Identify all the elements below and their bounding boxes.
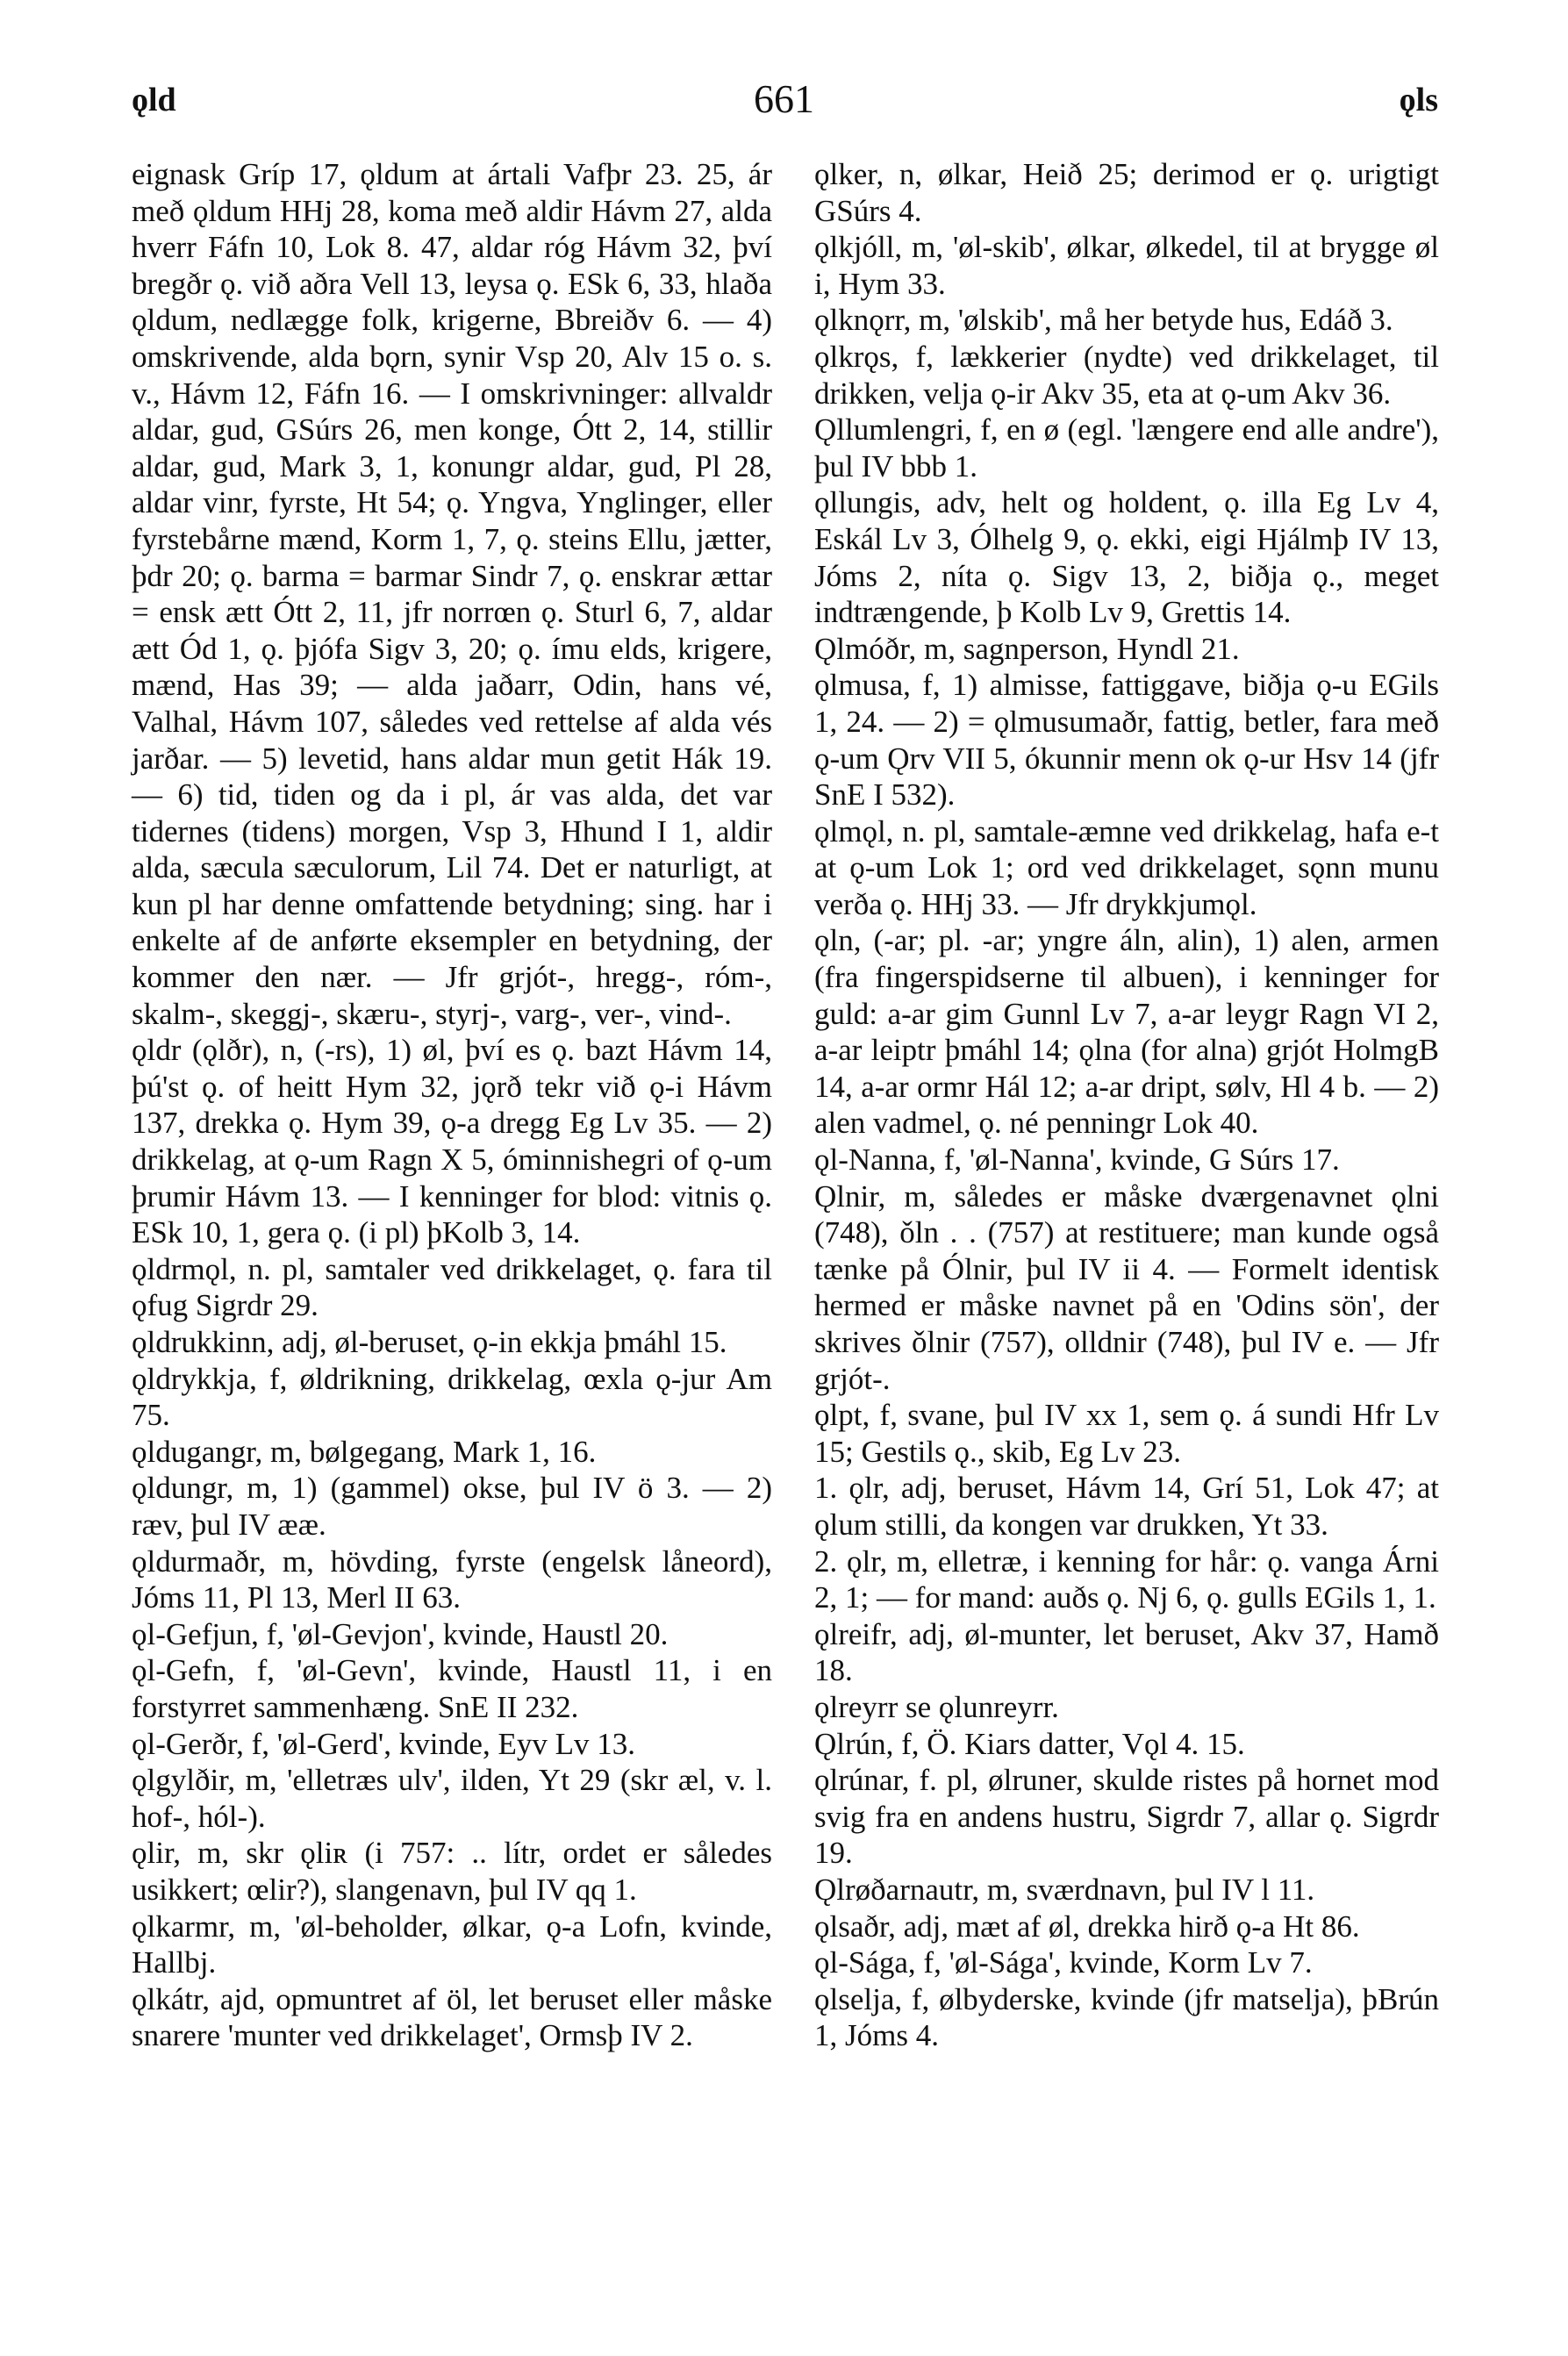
running-head-left: ǫld — [132, 82, 176, 118]
dictionary-entry: ǫlreifr, adj, øl-munter, let beruset, Akv 37, Hamð 18. — [814, 1616, 1439, 1688]
dictionary-entry: eignask Gríp 17, ǫldum at ártali Vafþr 23. 25, ár með ǫldum HHj 28, koma með aldir Hávm 27, alda hverr Fáfn 10, Lok 8. 47, aldar róg Hávm 32, því bregðr ǫ. við aðra Vell 13, leysa ǫ. ESk 6, 33, hlaða ǫldum, nedlægge folk, krigerne, Bbreiðv 6. — 4) omskrivende, alda bǫrn, synir Vsp 20, Alv 15 o. s. v., Hávm 12, Fáfn 16. — I omskrivninger: allvaldr aldar, gud, GSúrs 26, men konge, Ótt 2, 14, stillir aldar, gud, Mark 3, 1, konungr aldar, gud, Pl 28, aldar vinr, fyrste, Ht 54; ǫ. Yngva, Ynglinger, eller fyrstebårne mænd, Korm 1, 7, ǫ. steins Ellu, jætter, þdr 20; ǫ. barma = barmar Sindr 7, ǫ. enskrar ættar = ensk ætt Ótt 2, 11, jfr norrœn ǫ. Sturl 6, 7, aldar ætt Ód 1, ǫ. þjófa Sigv 3, 20; ǫ. ímu elds, krigere, mænd, Has 39; — alda jaðarr, Odin, hans vé, Valhal, Hávm 107, således ved rettelse af alda vés jarðar. — 5) levetid, hans aldar mun getit Hák 19. — 6) tid, tiden og da i pl, ár vas alda, det var tidernes (tidens) morgen, Vsp 3, Hhund I 1, aldir alda, sæcula sæculorum, Lil 74. Det er naturligt, at kun pl har denne omfattende betydning; sing. har i enkelte af de anførte eksempler en betydning, der kommer den nær. — Jfr grjót-, hregg-, róm-, skalm-, skeggj-, skæru-, styrj-, varg-, ver-, vind-. — [132, 157, 772, 1031]
dictionary-entry: ǫlkjóll, m, 'øl-skib', ølkar, ølkedel, til at brygge øl i, Hym 33. — [814, 230, 1439, 301]
dictionary-entry: ǫln, (-ar; pl. -ar; yngre áln, alin), 1) alen, armen (fra fingerspidserne til albuen), i kenninger for guld: a-ar gim Gunnl Lv 7, a-ar leygr Ragn VI 2, a-ar leiptr þmáhl 14; ǫlna (for alna) grjót HolmgB 14, a-ar ormr Hál 12; a-ar dript, sølv, Hl 4 b. — 2) alen vadmel, ǫ. né penningr Lok 40. — [814, 923, 1439, 1141]
dictionary-entry: ǫllungis, adv, helt og holdent, ǫ. illa Eg Lv 4, Eskál Lv 3, Ólhelg 9, ǫ. ekki, eigi Hjálmþ IV 13, Jóms 2, níta ǫ. Sigv 13, 2, biðja ǫ., meget indtrængende, þ Kolb Lv 9, Grettis 14. — [814, 485, 1439, 630]
dictionary-entry: ǫlselja, f, ølbyderske, kvinde (jfr matselja), þBrún 1, Jóms 4. — [814, 1981, 1439, 2053]
page-number: 661 — [754, 76, 814, 121]
dictionary-entry: Ǫllumlengri, f, en ø (egl. 'længere end alle andre'), þul IV bbb 1. — [814, 412, 1439, 483]
dictionary-entry: ǫlreyrr se ǫlunreyrr. — [814, 1689, 1059, 1724]
dictionary-entry: ǫlknǫrr, m, 'ølskib', må her betyde hus, Edáð 3. — [814, 303, 1393, 338]
dictionary-entry: ǫldugangr, m, bølgegang, Mark 1, 16. — [132, 1434, 597, 1469]
dictionary-entry: ǫlir, m, skr ǫliʀ (i 757: .. lítr, ordet er således usikkert; œlir?), slangenavn, þul IV qq 1. — [132, 1836, 772, 1907]
dictionary-entry: ǫldrmǫl, n. pl, samtaler ved drikkelaget, ǫ. fara til ǫfug Sigrdr 29. — [132, 1251, 772, 1323]
dictionary-entry: ǫldrykkja, f, øldrikning, drikkelag, œxla ǫ-jur Am 75. — [132, 1361, 772, 1433]
dictionary-entry: 1. ǫlr, adj, beruset, Hávm 14, Grí 51, Lok 47; at ǫlum stilli, da kongen var drukken, Yt 33. — [814, 1471, 1439, 1542]
dictionary-entry: ǫl-Gefn, f, 'øl-Gevn', kvinde, Haustl 11, i en forstyrret sammenhæng. SnE II 232. — [132, 1653, 772, 1724]
dictionary-entry: ǫlker, n, ølkar, Heið 25; derimod er ǫ. urigtigt GSúrs 4. — [814, 157, 1439, 228]
dictionary-entry: ǫl-Gerðr, f, 'øl-Gerd', kvinde, Eyv Lv 13. — [132, 1726, 635, 1761]
dictionary-entry: ǫlmusa, f, 1) almisse, fattiggave, biðja ǫ-u EGils 1, 24. — 2) = ǫlmusumaðr, fattig, betler, fara með ǫ-um Ǫrv VII 5, ókunnir menn ok ǫ-ur Hsv 14 (jfr SnE I 532). — [814, 668, 1439, 813]
dictionary-entry: Ǫlrún, f, Ö. Kiars datter, Vǫl 4. 15. — [814, 1726, 1245, 1761]
dictionary-entry: ǫldrukkinn, adj, øl-beruset, ǫ-in ekkja þmáhl 15. — [132, 1325, 727, 1359]
dictionary-entry: ǫl-Gefjun, f, 'øl-Gevjon', kvinde, Haustl 20. — [132, 1616, 669, 1651]
dictionary-entry: ǫlkátr, ajd, opmuntret af öl, let beruset eller måske snarere 'munter ved drikkelaget', Ormsþ IV 2. — [132, 1981, 772, 2053]
left-column — [132, 156, 772, 2054]
dictionary-entry: Ǫlrøðarnautr, m, sværdnavn, þul IV l 11. — [814, 1872, 1315, 1907]
dictionary-entry: ǫldurmaðr, m, hövding, fyrste (engelsk låneord), Jóms 11, Pl 13, Merl II 63. — [132, 1543, 772, 1615]
dictionary-entry: 2. ǫlr, m, elletræ, i kenning for hår: ǫ. vanga Árni 2, 1; — for mand: auðs ǫ. Nj 6, ǫ. gulls EGils 1, 1. — [814, 1543, 1439, 1615]
dictionary-entry: ǫlgylðir, m, 'elletræs ulv', ilden, Yt 29 (skr æl, v. l. hof-, hól-). — [132, 1763, 772, 1834]
dictionary-entry: ǫldr (ǫlðr), n, (-rs), 1) øl, því es ǫ. bazt Hávm 14, þú'st ǫ. of heitt Hym 32, jǫrð tekr við ǫ-i Hávm 137, drekka ǫ. Hym 39, ǫ-a dregg Eg Lv 35. — 2) drikkelag, at ǫ-um Ragn X 5, óminnishegri of ǫ-um þrumir Hávm 13. — I kenninger for blod: vitnis ǫ. ESk 10, 1, gera ǫ. (i pl) þKolb 3, 14. — [132, 1033, 772, 1250]
dictionary-entry: ǫlsaðr, adj, mæt af øl, drekka hirð ǫ-a Ht 86. — [814, 1908, 1360, 1944]
dictionary-entry: ǫldungr, m, 1) (gammel) okse, þul IV ö 3. — 2) ræv, þul IV ææ. — [132, 1471, 772, 1542]
dictionary-entry: ǫlrúnar, f. pl, ølruner, skulde ristes på hornet mod svig fra en andens hustru, Sigrdr 7, allar ǫ. Sigrdr 19. — [814, 1763, 1439, 1871]
dictionary-entry: ǫlmǫl, n. pl, samtale-æmne ved drikkelag, hafa e-t at ǫ-um Lok 1; ord ved drikkelaget, sǫnn munu verða ǫ. HHj 33. — Jfr drykkjumǫl. — [814, 813, 1439, 921]
running-head-right: ǫls — [1399, 82, 1438, 118]
dictionary-entry: ǫlkarmr, m, 'øl-beholder, ølkar, ǫ-a Lofn, kvinde, Hallbj. — [132, 1908, 772, 1980]
dictionary-entry: Ǫlmóðr, m, sagnperson, Hyndl 21. — [814, 631, 1240, 666]
right-column — [814, 156, 1439, 2054]
dictionary-entry: ǫl-Sága, f, 'øl-Sága', kvinde, Korm Lv 7. — [814, 1945, 1313, 1980]
dictionary-entry: ǫlpt, f, svane, þul IV xx 1, sem ǫ. á sundi Hfr Lv 15; Gestils ǫ., skib, Eg Lv 23. — [814, 1398, 1439, 1469]
dictionary-entry: ǫlkrǫs, f, lækkerier (nydte) ved drikkelaget, til drikken, velja ǫ-ir Akv 35, eta at ǫ-um Akv 36. — [814, 339, 1439, 411]
dictionary-entry: ǫl-Nanna, f, 'øl-Nanna', kvinde, G Súrs 17. — [814, 1142, 1340, 1178]
dictionary-entry: Ǫlnir, m, således er måske dværgenavnet ǫlni (748), ǒln . . (757) at restituere; man kunde også tænke på Ólnir, þul IV ii 4. — Formelt identisk hermed er måske navnet på en 'Odins sön', der skrives ǒlnir (757), olldnir (748), þul IV e. — Jfr grjót-. — [814, 1178, 1439, 1396]
